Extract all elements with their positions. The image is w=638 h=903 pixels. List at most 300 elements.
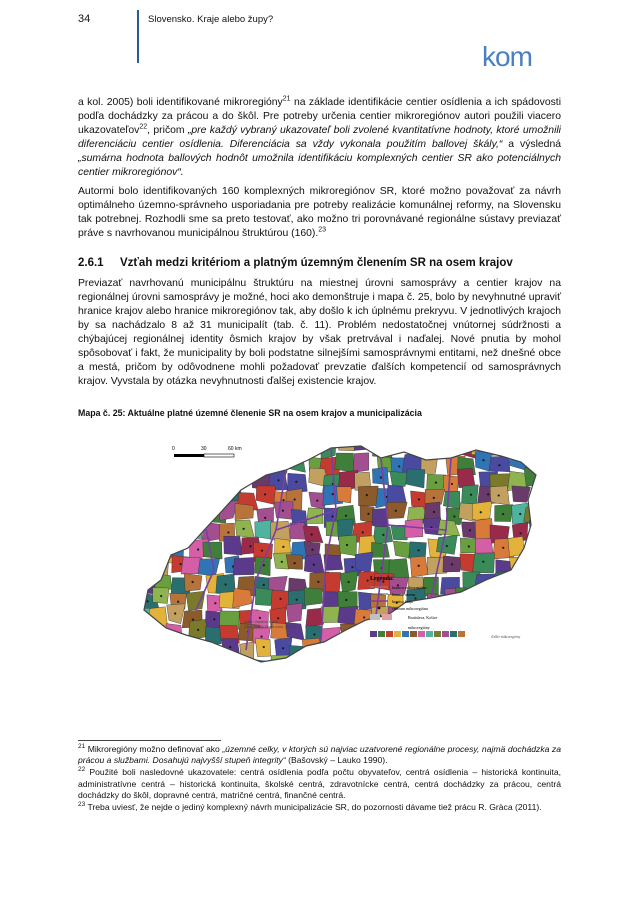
micro-region [460,538,475,553]
micro-region-centre [418,498,420,500]
micro-region-centre [264,442,266,444]
micro-region [235,520,254,538]
micro-region [136,560,152,580]
author-label: Autor: Vladimír Ľudík [244,620,278,624]
micro-region-centre [174,464,176,466]
micro-region-centre [277,479,279,481]
micro-region [442,435,462,454]
micro-region [304,588,322,606]
legend-centre: centrum mikroregiónu [392,606,428,611]
micro-region-centre [361,668,363,670]
micro-region-centre [362,531,364,533]
micro-region-centre [282,647,284,649]
micro-region [528,658,548,675]
micro-region [135,660,155,681]
micro-region-centre [296,599,298,601]
micro-region [285,437,303,457]
micro-region-centre [313,633,315,635]
micro-region [190,486,208,505]
micro-region-centre [502,513,504,515]
micro-region-centre [366,494,368,496]
micro-region-centre [432,653,434,655]
micro-region [138,470,159,486]
micro-region [511,576,530,593]
micro-region-centre [380,476,382,478]
micro-region-centre [213,618,215,620]
micro-region [508,536,525,556]
micro-region-centre [433,497,435,499]
micro-region-centre [430,664,432,666]
micro-region [272,454,289,473]
micro-region [523,440,543,455]
footnote-22-number: 22 [78,766,86,774]
micro-region-centre [280,442,282,444]
legend-swatch [434,631,441,637]
scale-bar [172,446,242,457]
legend-mikroregiony: mikroregióny [408,625,430,630]
micro-region-centre [502,547,504,549]
micro-region-centre [311,533,313,535]
micro-region [474,625,496,642]
micro-region [490,486,509,505]
scale-label-60: 60 km [228,446,242,452]
micro-region [254,450,272,469]
micro-region-centre [212,494,214,496]
micro-region [134,437,153,458]
micro-region-centre [416,612,418,614]
micro-region-centre [249,461,251,463]
micro-region [272,433,288,452]
micro-region [461,485,478,505]
micro-region-centre [263,584,265,586]
micro-region [490,658,509,679]
p2-text: Autormi bolo identifikovaných 160 komplexných mikroregiónov SR, ktoré možno považovať za návrh optimálneho územno-správneho usporiadania pre potreby realizácie komunálnej reformy, na Slovensku tak potrebnej. Rozhodli sme sa preto testovať, ako možno tri porovnávané regionálne sústavy previazať práve s navrhovanou municipálnou štruktúrou (160). [78,186,561,239]
micro-region-centre [196,444,198,446]
micro-region [137,628,154,647]
micro-region [154,542,175,563]
micro-region [526,538,544,558]
micro-region-centre [480,511,482,513]
micro-region-centre [482,561,484,563]
micro-region-centre [382,534,384,536]
micro-region [529,561,548,576]
micro-region-centre [412,665,414,667]
footnote-23-number: 23 [78,801,86,809]
micro-region-centre [264,493,266,495]
micro-region [325,643,346,661]
micro-region [353,660,373,679]
footnote-23-text: Treba uviesť, že nejde o jediný komplexný návrh municipalizácie SR, do pozornosti dávame tiež prácu R. Gràca (2011). [85,802,542,813]
micro-region-centre [191,581,193,583]
micro-region [495,505,513,522]
micro-region-centre [316,500,318,502]
micro-region [524,623,544,643]
micro-region-centre [282,546,284,548]
micro-region-centre [295,481,297,483]
micro-region [438,658,457,678]
micro-region-centre [416,445,418,447]
micro-region-centre [484,582,486,584]
micro-region [200,645,216,663]
micro-region [436,535,457,554]
micro-region-centre [487,493,489,495]
micro-region-centre [535,459,537,461]
micro-region-centre [452,596,454,598]
micro-region [489,456,510,471]
footnote-21-number: 21 [78,743,86,751]
micro-region-centre [346,544,348,546]
legend-swatch [450,631,457,637]
footnote-21 [78,744,561,766]
micro-region [321,627,341,646]
publisher-logo: kom [482,41,532,72]
micro-region [156,645,176,661]
footnote-21-text-a: Mikroregióny možno definovať ako [85,744,223,754]
micro-region [255,520,272,539]
micro-region-centre [350,651,352,653]
micro-region [406,469,425,488]
micro-region [156,503,171,521]
micro-region-centre [536,601,538,603]
micro-region [203,487,220,503]
micro-region-centre [435,482,437,484]
p1-text-b: na základe identifikácie centier osídlenia a ich spádovosti podľa dochádzky za prácou a do škôl. Pre potreby určenia centier mikroregiónov autori použili viacero ukazovateľov [78,97,562,136]
micro-region [169,644,190,661]
micro-region-centre [381,447,383,449]
micro-region-centre [418,565,420,567]
micro-region [151,438,169,456]
micro-region [233,557,254,575]
micro-region-centre [520,614,522,616]
micro-region [241,437,258,456]
micro-region-centre [145,652,147,654]
micro-region [334,453,353,472]
micro-region-centre [446,667,448,669]
micro-region-centre [311,549,313,551]
micro-region-centre [175,442,177,444]
micro-region-centre [260,636,262,638]
micro-region [186,643,208,662]
micro-region [303,526,323,543]
micro-region [524,507,543,524]
micro-region [455,587,474,602]
micro-region [286,603,302,622]
micro-region [292,660,309,681]
micro-region [508,644,527,662]
legend-swatches [370,631,465,637]
micro-region-centre [537,568,539,570]
micro-region-centre [463,649,465,651]
micro-region [139,523,159,542]
micro-region-centre [331,664,333,666]
micro-region [241,661,258,680]
micro-region [513,437,530,456]
footnote-21-text-b: (Bašovský – Lauko 1990). [285,755,388,766]
p1-text-c: , pričom [147,125,188,136]
micro-region-centre [481,446,483,448]
micro-region-centre [498,464,500,466]
micro-region [457,610,476,626]
p1-quote-1: „pre každý vybraný ukazovateľ boli zvolené kvantitatívne hodnoty, ktoré umožnili diferenciáciu centier osídlenia. Diferenciácia sa vždy vykonala použitím ballovej škály,“ [78,125,561,150]
micro-region [167,434,187,451]
micro-region-centre [177,477,179,479]
legend-okres-border: hranica okresu [392,592,416,597]
micro-region [454,642,474,661]
micro-region [526,452,544,470]
micro-region-centre [331,515,333,517]
micro-region-centre [538,618,540,620]
micro-region [337,487,352,503]
micro-region-centre [261,550,263,552]
micro-region [150,521,171,537]
micro-region [528,593,544,613]
micro-region [387,485,406,504]
micro-region [473,608,493,625]
micro-region-centre [162,551,164,553]
micro-region [351,626,371,644]
micro-region [136,502,154,520]
micro-region [188,508,208,524]
micro-region-centre [519,513,521,515]
micro-region-centre [177,601,179,603]
micro-region [218,468,236,485]
micro-region-centre [264,517,266,519]
micro-region-centre [293,562,295,564]
micro-region [132,454,152,472]
micro-region-centre [143,585,145,587]
micro-region-centre [192,618,194,620]
micro-region-centre [180,563,182,565]
micro-region [167,501,183,522]
scale-label-30: 30 [201,446,207,452]
micro-region-centre [483,596,485,598]
micro-region-centre [147,600,149,602]
micro-region-centre [466,663,468,665]
micro-region-centre [281,561,283,563]
micro-region-centre [214,602,216,604]
micro-region-centre [535,652,537,654]
micro-region-centre [515,651,517,653]
footnotes [78,744,561,814]
micro-region [509,586,526,607]
micro-region [168,521,185,539]
micro-region-centre [345,599,347,601]
micro-region [495,589,516,605]
legend-micro-border: hranica mikroregiónu [392,585,427,590]
micro-region-centre [282,499,284,501]
micro-region-centre [332,493,334,495]
micro-region-centre [469,635,471,637]
micro-region-centre [141,616,143,618]
micro-region [339,434,356,450]
micro-region-centre [227,531,229,533]
micro-region [387,434,402,452]
micro-region [408,437,426,455]
legend-swatch [458,631,465,637]
micro-region-centre [451,563,453,565]
micro-region-centre [263,564,265,566]
legend-swatch [402,631,409,637]
micro-region [257,435,276,454]
source-label: Zdroj: Podľa Slavík a kol. (2005) [244,625,296,629]
micro-region-centre [498,494,500,496]
micro-region-centre [310,448,312,450]
footnote-22-text: Použité boli nasledovné ukazovatele: centrá osídlenia podľa počtu obyvateľov, centrá osídlenia – historická kontinuita, administratívne centrá – historická kontinuita, školské centrá, zdravotnícke centrá, centrá dochádzky za prácou, centrá dochádzky do škôl, dopravné centrá, matričné centrá, finančné centrá. [78,767,561,800]
page-number: 34 [78,13,91,25]
micro-region-centre [294,498,296,500]
micro-region-centre [348,581,350,583]
micro-region [423,646,440,663]
micro-region [255,588,273,606]
footnote-separator [78,740,221,741]
scale-label-0: 0 [172,446,175,452]
legend-swatch [386,631,393,637]
micro-region [374,660,393,679]
body-text-top [78,96,561,246]
micro-region [221,661,237,676]
micro-region [358,486,378,506]
micro-region [321,606,340,622]
micro-region-centre [293,461,295,463]
micro-region-centre [398,465,400,467]
micro-region-centre [451,483,453,485]
section-number: 2.6.1 [78,257,104,269]
micro-region-centre [317,581,319,583]
micro-region-centre [487,667,489,669]
micro-region [372,467,388,484]
micro-region-centre [453,515,455,517]
micro-region-centre [147,478,149,480]
micro-region [325,572,341,592]
micro-region [372,508,387,528]
micro-region [529,520,544,539]
micro-region-centre [448,653,450,655]
micro-region [303,439,322,458]
micro-region [255,557,271,576]
micro-region-centre [482,615,484,617]
footnote-ref-21: 21 [282,95,291,103]
micro-region [493,609,514,630]
header-divider [137,10,139,63]
micro-region-centre [228,669,230,671]
map-caption: Mapa č. 25: Aktuálne platné územné členenie SR na osem krajov a municipalizácia [78,408,422,418]
micro-region-centre [157,632,159,634]
micro-region-centre [367,579,369,581]
footnote-21-quote: „územné celky, v ktorých sú najviac uzatvorené regionálne procesy, najmä dochádzka za prácou a službami. Dosahujú najvyšší stupeň integrity“ [78,744,561,766]
micro-region-centre [196,477,198,479]
micro-region-centre [351,566,353,568]
micro-region [425,489,445,504]
micro-region [340,624,359,641]
body-text-bottom [78,277,561,394]
legend-swatch [370,631,377,637]
micro-region [191,663,211,682]
micro-region-centre [248,668,250,670]
micro-region [235,503,254,519]
legend-swatch [410,631,417,637]
micro-region [233,588,252,608]
micro-region-centre [259,617,261,619]
micro-region [457,468,475,487]
legend-kraj-border: hranica kraja [392,599,413,604]
micro-region-centre [367,513,369,515]
paragraph-3: Previazať navrhovanú municipálnu štruktúru na miestnej úrovni samosprávy a centier krajov na regionálnej úrovni samosprávy je možné, hoci ako demonštruje i mapa č. 25, bolo by nevyhnutné upraviť hranice krajov alebo hranice mikroregiónov tak, aby došlo k ich úplnému prekryvu. V jednotlivých krajoch by sa nachádzalo 8 až 31 municipalít (tab. č. 11). Problém nedostatočnej vnútornej súdržnosti a chýbajúcej regionálnej identity ôsmich krajov by však pretrvával i naďalej. Nové pnutia by mohol spôsobovať i fakt, že municipality by boli podstatne silnejšími samosprávnymi entitami, než dnešné obce a mestá, pričom by odôvodnene mohli požadovať prevzatie ďalších kompetencií od samosprávnych krajov. Vyvstala by otázka nevyhnutnosti ďalšej existencie krajov. [78,278,561,387]
micro-region-centre [435,601,437,603]
micro-region-centre [160,595,162,597]
legend-swatch [426,631,433,637]
micro-region-centre [174,667,176,669]
micro-region [513,606,532,626]
micro-region [390,471,408,486]
micro-region [322,656,343,676]
section-heading [78,257,513,269]
micro-region [302,638,321,659]
micro-region [150,624,165,641]
micro-region-centre [198,670,200,672]
footnote-22 [78,767,561,801]
micro-region [509,449,527,470]
micro-region [204,455,223,474]
micro-region [138,643,157,662]
micro-region [134,490,151,507]
micro-region [168,470,189,486]
micro-region [256,486,276,505]
micro-region [459,653,475,674]
micro-regions [131,432,548,681]
micro-region [527,645,546,664]
micro-region-centre [229,646,231,648]
micro-region-centre [482,459,484,461]
micro-region [189,470,206,489]
micro-region-centre [468,545,470,547]
legend-swatch [394,631,401,637]
micro-region [339,662,358,679]
micro-region [307,661,324,680]
micro-region [165,659,186,677]
micro-region [154,474,174,490]
micro-region-centre [533,515,535,517]
micro-region [374,642,394,660]
micro-region [203,542,222,559]
micro-region [154,488,170,505]
micro-region [165,538,184,558]
micro-region [494,570,516,592]
micro-region [340,644,361,660]
micro-region-centre [282,510,284,512]
section-title: Vzťah medzi kritériom a platným územným členením SR na osem krajov [120,257,513,269]
micro-region [428,437,447,457]
micro-region-centre [225,583,227,585]
micro-region [207,474,225,492]
micro-region-centre [446,545,448,547]
micro-region [472,553,494,573]
micro-region [354,643,372,660]
micro-region-centre [174,612,176,614]
micro-region-centre [433,511,435,513]
micro-region [353,453,369,473]
micro-region-centre [469,529,471,531]
micro-region-centre [176,500,178,502]
legend-swatch [378,631,385,637]
footnote-ref-23: 23 [318,226,327,234]
micro-region [186,591,205,610]
micro-region [408,642,426,663]
micro-region [393,659,411,677]
micro-region [240,452,256,473]
legend-swatch [442,631,449,637]
micro-region-centre [395,510,397,512]
micro-region [494,643,515,662]
